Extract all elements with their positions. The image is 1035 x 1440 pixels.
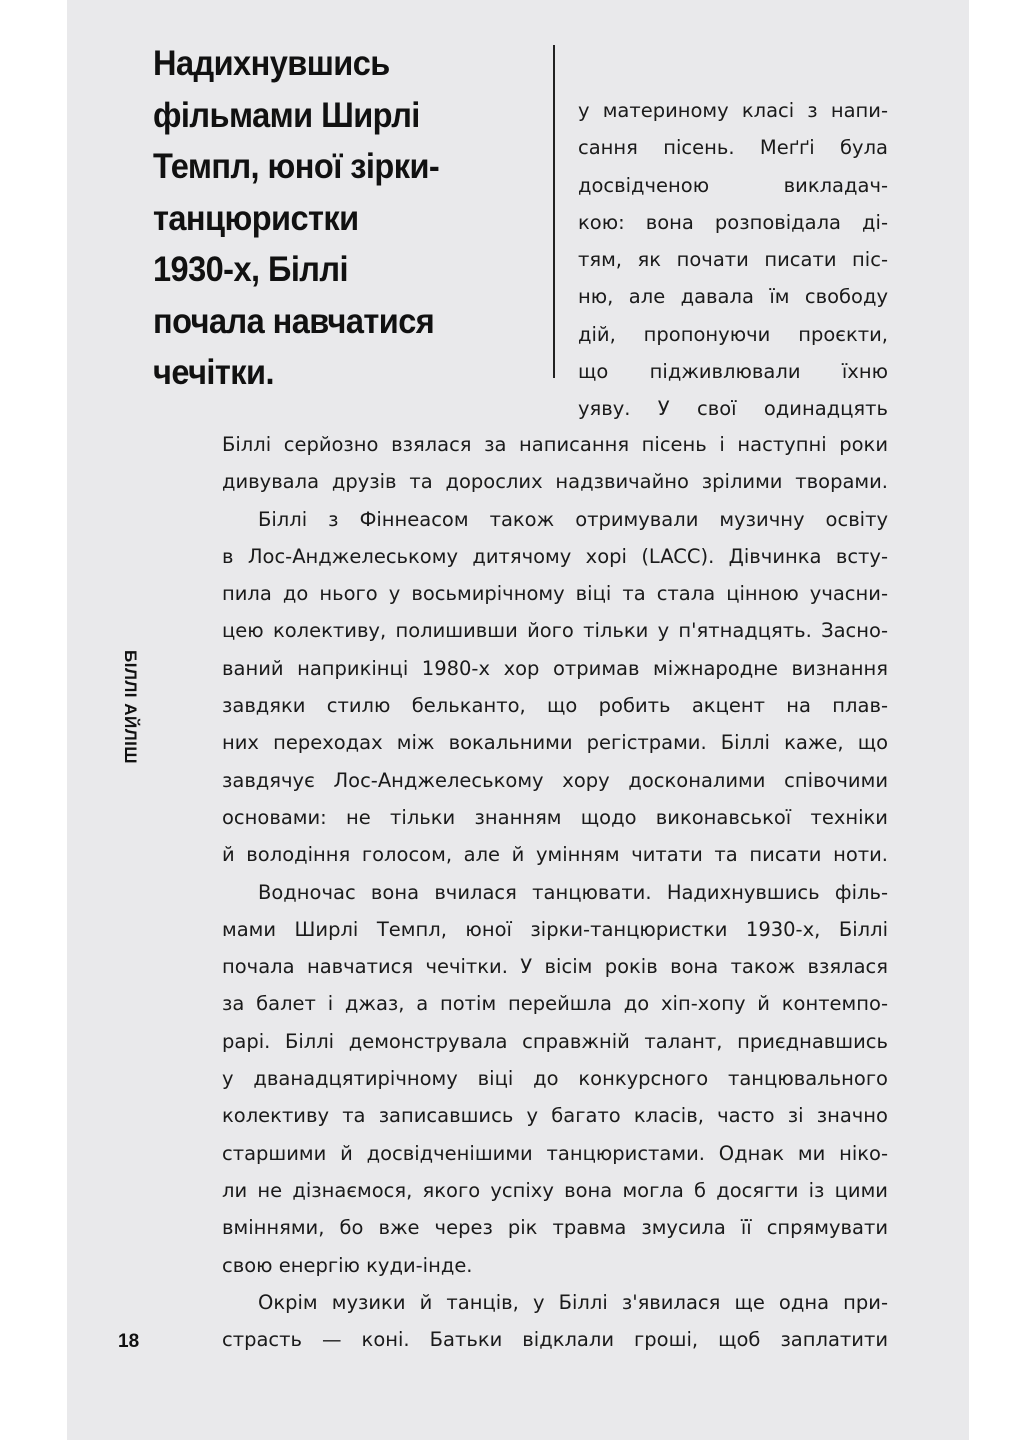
text-line: цею колективу, полишивши його тільки у п'ятнадцять. Засно- <box>222 619 888 643</box>
text-line: й володіння голосом, але й умінням читати та писати ноти. <box>222 843 888 867</box>
text-line: що підживлювали їхню <box>578 360 888 384</box>
text-line: кою: вона розповідала ді- <box>578 210 888 234</box>
paragraph-start: Окрім музики й танців, у Біллі з'явилася ще одна при- <box>258 1290 888 1314</box>
text-line: свою енергію куди-інде. <box>222 1253 473 1277</box>
text-line: у материному класі з напи- <box>578 99 888 122</box>
text-line: ли не дізнаємося, якого успіху вона могла б досягти із цими <box>222 1178 888 1202</box>
pull-quote-line: Надихнувшись <box>153 44 390 83</box>
text-line: пила до нього у восьмирічному віці та стала цінною учасни- <box>222 582 888 606</box>
text-line: почала навчатися чечітки. У вісім років вона також взялася <box>222 955 888 979</box>
text-line: ваний наприкінці 1980-х хор отримав міжнародне визнання <box>222 656 888 680</box>
text-line: за балет і джаз, а потім перейшла до хіп-хопу й контемпо- <box>222 992 888 1016</box>
text-line: них переходах між вокальними регістрами. Біллі каже, що <box>222 731 888 755</box>
pull-quote <box>153 38 543 399</box>
text-line: досвідченою викладач- <box>578 173 888 197</box>
text-line: рарі. Біллі демонструвала справжній талант, приєднавшись <box>222 1029 888 1053</box>
paragraph-start: Біллі з Фіннеасом також отримували музичну освіту <box>258 507 888 531</box>
text-line: дивувала друзів та дорослих надзвичайно зрілими творами. <box>222 470 888 494</box>
pull-quote-line: чечітки. <box>153 353 274 392</box>
pull-quote-line: Темпл, юної зірки- <box>153 147 440 186</box>
running-head: БІЛЛІ АЙЛІШ <box>121 650 140 764</box>
text-line: сання пісень. Меґґі була <box>578 136 888 160</box>
text-line: колективу та записавшись у багато класів, часто зі значно <box>222 1104 888 1128</box>
text-line: основами: не тільки знанням щодо виконавської техніки <box>222 805 888 829</box>
text-line: дій, пропонуючи проєкти, <box>578 322 888 346</box>
page-number: 18 <box>118 1331 140 1352</box>
text-line: старшими й досвідченішими танцюристами. Однак ми ніко- <box>222 1141 888 1165</box>
text-line: уяву. У свої одинадцять <box>578 397 888 421</box>
pull-quote-line: танцюристки <box>153 198 359 238</box>
text-line: в Лос-Анджелеському дитячому хорі (LACC). Дівчинка всту- <box>222 544 888 568</box>
pull-quote-line: фільмами Ширлі <box>153 95 420 135</box>
divider-rule <box>553 45 555 378</box>
text-line: страсть — коні. Батьки відклали гроші, щоб заплатити <box>222 1328 888 1352</box>
text-line: мами Ширлі Темпл, юної зірки-танцюристки 1930-х, Біллі <box>222 917 888 941</box>
pull-quote-line: почала навчатися <box>153 301 435 341</box>
text-line: Біллі серйозно взялася за написання пісень і наступні роки <box>222 433 888 456</box>
text-line: тям, як почати писати піс- <box>578 248 888 272</box>
text-line: завдяки стилю бельканто, що робить акцент на плав- <box>222 694 888 718</box>
text-line: ню, але давала їм свободу <box>578 285 888 309</box>
body-text <box>222 426 888 1358</box>
text-line: у дванадцятирічному віці до конкурсного танцювального <box>222 1067 888 1091</box>
side-column-text <box>578 92 888 428</box>
pull-quote-line: 1930-х, Біллі <box>153 250 349 289</box>
text-line: завдячує Лос-Анджелеському хору досконалими співочими <box>222 768 888 792</box>
text-line: вміннями, бо вже через рік травма змусила її спрямувати <box>222 1216 888 1240</box>
paragraph-start: Водночас вона вчилася танцювати. Надихнувшись філь- <box>258 880 888 904</box>
